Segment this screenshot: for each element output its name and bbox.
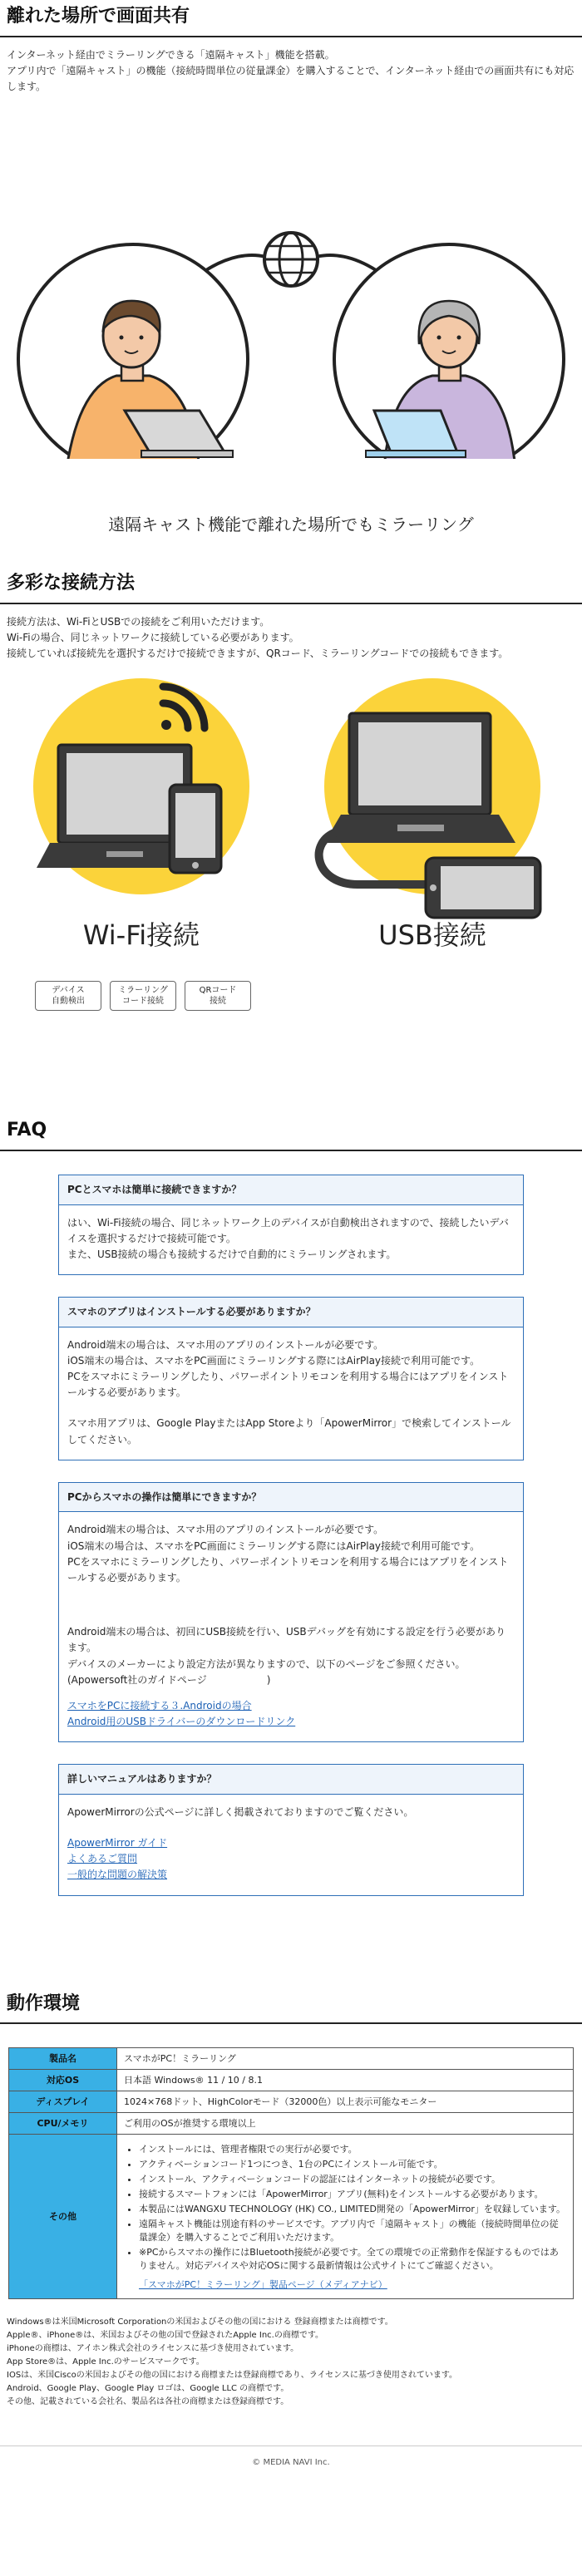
- trademark-notes: [0, 2299, 582, 2409]
- faq-answer-line: iOS端末の場合は、スマホをPC画面にミラーリングする際にはAirPlay接続で利用可能です。: [67, 1539, 481, 1552]
- faq-answer-line: ApowerMirrorの公式ページに詳しく掲載されておりますのでご覧ください。: [67, 1805, 414, 1818]
- product-page-link[interactable]: 「スマホがPC！ミラーリング」製品ページ（メディアナビ）: [139, 2278, 387, 2290]
- faq-title: FAQ: [0, 1114, 582, 1151]
- faq-link-guide[interactable]: ApowerMirror ガイド: [67, 1837, 168, 1849]
- env-title: 動作環境: [0, 1987, 582, 2025]
- trademark-note: IOSは、米国Ciscoの米国およびその他の国における商標または登録商標であり、ライセンスに基づき使用されています。: [7, 2370, 458, 2380]
- spec-other-item: • 遠隔キャスト機能は別途有料のサービスです。アプリ内で「遠隔キャスト」の機能（接続時間単位の従量課金）を購入することでご利用いただけます。: [139, 2218, 566, 2244]
- connection-title: 多彩な接続方法: [0, 567, 582, 604]
- spec-row: [9, 2048, 574, 2070]
- spec-value-other: [117, 2135, 574, 2298]
- connection-intro-line: 接続していれば接続先を選択するだけで接続できますが、QRコード、ミラーリングコードでの接続もできます。: [7, 648, 509, 660]
- spec-label: 対応OS: [9, 2070, 117, 2091]
- spec-value: 1024×768ドット、HighColorモード（32000色）以上表示可能なモニター: [117, 2091, 574, 2113]
- connection-badges: [35, 981, 251, 1011]
- faq-answer: [59, 1512, 523, 1741]
- faq-answer-line: はい、Wi-Fi接続の場合、同じネットワーク上のデバイスが自動検出されますので、接続したいデバイスを選択するだけで接続可能です。: [67, 1216, 509, 1244]
- remote-caption: 遠隔キャスト機能で離れた場所でもミラーリング: [108, 515, 474, 535]
- spec-value: ご利用のOSが推奨する環境以上: [117, 2113, 574, 2135]
- faq-question: スマホのアプリはインストールする必要がありますか？: [59, 1298, 523, 1327]
- spec-value: スマホがPC！ミラーリング: [117, 2048, 574, 2070]
- spec-other-item: • ※PCからスマホの操作にはBluetooth接続が必要です。全ての環境での正常動作を保証するものではありません。対応デバイスや対応OSに関する最新情報は公式サイトにてご確認ください。: [139, 2246, 566, 2273]
- connection-illustration: [0, 662, 582, 1052]
- copyright: © MEDIA NAVI Inc.: [252, 2457, 330, 2467]
- connection-intro-line: Wi-Fiの場合、同じネットワークに接続している必要があります。: [7, 631, 299, 643]
- trademark-note: その他、記載されている会社名、製品名は各社の商標または登録商標です。: [7, 2396, 289, 2406]
- spec-row: [9, 2070, 574, 2091]
- remote-intro-line: インターネット経由でミラーリングできる「遠隔キャスト」機能を搭載。: [7, 48, 335, 61]
- faq-answer-line: デバイスのメーカーにより設定方法が異なりますので、以下のページをご参照ください。(Apowersoft社のガイドページ ): [67, 1657, 466, 1686]
- spec-other-item: • アクティベーションコード1つにつき、1台のPCにインストール可能です。: [139, 2158, 566, 2171]
- remote-intro: [0, 37, 582, 96]
- badge-label: ミラーリング コード接続: [118, 986, 168, 1007]
- faq-answer: [59, 1205, 523, 1275]
- faq-answer-line: PCをスマホにミラーリングしたり、パワーポイントリモコンを利用する場合にはアプリをインストールする必要があります。: [67, 1371, 509, 1399]
- faq-answer-line: Android端末の場合は、スマホ用のアプリのインストールが必要です。: [67, 1524, 384, 1536]
- footer: [0, 2445, 582, 2483]
- faq-answer-line: Android端末の場合は、初回にUSB接続を行い、USBデバッグを有効にする設定を行う必要があります。: [67, 1626, 506, 1654]
- spec-row: [9, 2113, 574, 2135]
- remote-illustration: [0, 95, 582, 535]
- badge-qr-code: [185, 981, 251, 1011]
- spec-table: [8, 2047, 574, 2299]
- faq-section: [0, 1114, 582, 1895]
- globe-icon: [264, 233, 318, 286]
- faq-list: [0, 1175, 582, 1896]
- faq-link-usb-driver[interactable]: Android用のUSBドライバーのダウンロードリンク: [67, 1716, 296, 1728]
- spec-row: [9, 2091, 574, 2113]
- wifi-illustration: [33, 678, 249, 894]
- trademark-note: App Store®は、Apple Inc.のサービスマークです。: [7, 2357, 205, 2367]
- faq-item: [58, 1764, 524, 1895]
- remote-section: [0, 0, 582, 535]
- person-left-illustration: [18, 244, 248, 459]
- usb-illustration: [319, 678, 540, 918]
- remote-intro-line: アプリ内で「遠隔キャスト」の機能（接続時間単位の従量課金）を購入することで、インターネット経由での画面共有にも対応します。: [7, 64, 575, 92]
- spec-row-other: [9, 2135, 574, 2298]
- spec-value: 日本語 Windows® 11 / 10 / 8.1: [117, 2070, 574, 2091]
- badge-mirroring-code: [110, 981, 176, 1011]
- faq-item: [58, 1482, 524, 1742]
- spec-other-item: • 本製品にはWANGXU TECHNOLOGY (HK) CO., LIMITED開発の「ApowerMirror」を収録しています。: [139, 2203, 566, 2216]
- wifi-label: Wi-Fi接続: [82, 919, 200, 952]
- person-right-illustration: [334, 244, 564, 459]
- connection-intro: [0, 604, 582, 662]
- usb-label: USB接続: [378, 919, 486, 952]
- faq-question: 詳しいマニュアルはありますか？: [59, 1765, 523, 1795]
- badge-auto-detect: [35, 981, 101, 1011]
- spec-label: その他: [9, 2135, 117, 2298]
- faq-answer-line: Android端末の場合は、スマホ用のアプリのインストールが必要です。: [67, 1338, 384, 1351]
- trademark-note: Windows®は米国Microsoft Corporationの米国およびその他の国における 登録商標または商標です。: [7, 2317, 393, 2327]
- trademark-note: Apple®、iPhone®は、米国およびその他の国で登録されたApple Inc.の商標です。: [7, 2330, 324, 2340]
- faq-question: PCからスマホの操作は簡単にできますか？: [59, 1483, 523, 1513]
- spec-label: CPU/メモリ: [9, 2113, 117, 2135]
- spec-other-item: • インストールには、管理者権限での実行が必要です。: [139, 2143, 566, 2156]
- env-section: [0, 1987, 582, 2299]
- spec-other-item: • 接続するスマートフォンには「ApowerMirror」アプリ(無料)をインストールする必要があります。: [139, 2188, 566, 2201]
- faq-link-faq[interactable]: よくあるご質問: [67, 1853, 138, 1865]
- connection-intro-line: 接続方法は、Wi-FiとUSBでの接続をご利用いただけます。: [7, 615, 270, 628]
- faq-link-troubleshooting[interactable]: 一般的な問題の解決策: [67, 1869, 168, 1881]
- trademark-note: Android、Google Play、Google Play ロゴは、Google LLC の商標です。: [7, 2383, 289, 2393]
- badge-label: QRコード 接続: [199, 986, 237, 1007]
- faq-item: [58, 1175, 524, 1275]
- faq-link-connect-android[interactable]: スマホをPCに接続する３.Androidの場合: [67, 1699, 252, 1712]
- remote-title: 離れた場所で画面共有: [0, 0, 582, 37]
- faq-answer: [59, 1327, 523, 1460]
- faq-answer-line: また、USB接続の場合も接続するだけで自動的にミラーリングされます。: [67, 1248, 397, 1260]
- spec-label: ディスプレイ: [9, 2091, 117, 2113]
- faq-question: PCとスマホは簡単に接続できますか？: [59, 1175, 523, 1205]
- faq-answer-line: スマホ用アプリは、Google PlayまたはApp Storeより「ApowerMirror」で検索してインストールしてください。: [67, 1417, 511, 1446]
- faq-answer-line: PCをスマホにミラーリングしたり、パワーポイントリモコンを利用する場合にはアプリをインストールする必要があります。: [67, 1555, 509, 1584]
- faq-item: [58, 1297, 524, 1460]
- spec-other-item: • インストール、アクティベーションコードの認証にはインターネットの接続が必要です。: [139, 2173, 566, 2186]
- connection-section: [0, 567, 582, 1052]
- faq-answer: [59, 1795, 523, 1895]
- spec-label: 製品名: [9, 2048, 117, 2070]
- spec-other-list: [139, 2143, 566, 2272]
- trademark-note: iPhoneの商標は、アイホン株式会社のライセンスに基づき使用されています。: [7, 2343, 299, 2353]
- faq-answer-line: iOS端末の場合は、スマホをPC画面にミラーリングする際にはAirPlay接続で利用可能です。: [67, 1354, 481, 1367]
- badge-label: デバイス 自動検出: [52, 986, 85, 1007]
